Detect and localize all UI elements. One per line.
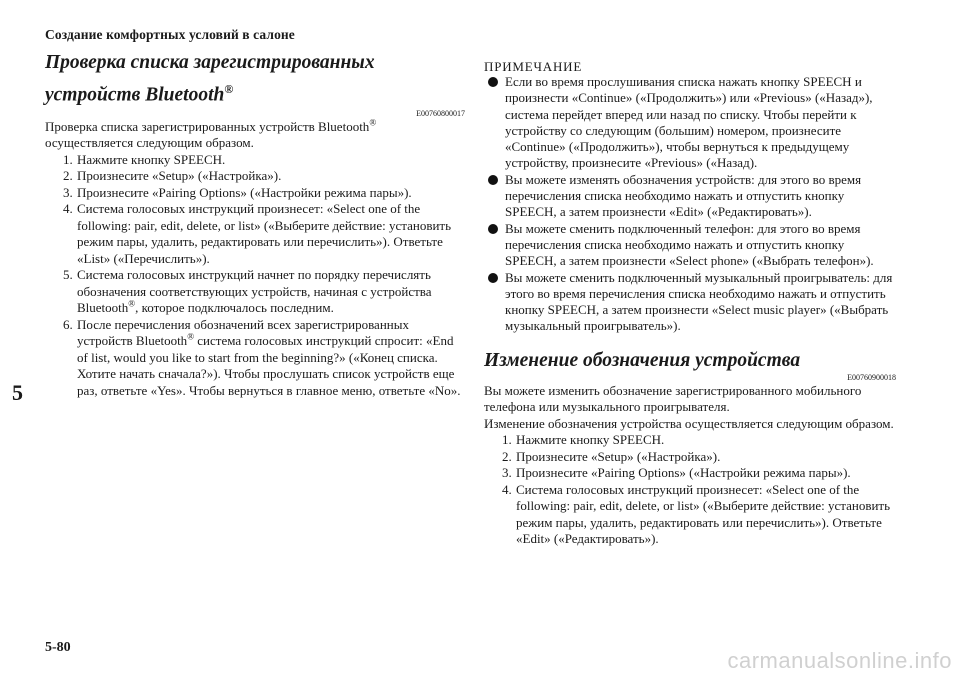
- list-item: 3. Произнесите «Pairing Options» («Настройки режима пары»).: [502, 465, 851, 481]
- list-item: Вы можете сменить подключенный телефон: для этого во время перечисления списка необходимо нажать и отпустить кнопку SPEECH, а затем произнести «Select phone» («Выбрать телефон»).: [484, 221, 896, 270]
- section-code: E00760800017: [416, 108, 465, 118]
- intro-paragraph: Изменение обозначения устройства осуществляется следующим образом.: [484, 415, 894, 431]
- steps-list: [45, 152, 465, 400]
- steps-list: [484, 432, 896, 548]
- list-item: Вы можете сменить подключенный музыкальный проигрыватель: для этого во время перечисления списка необходимо нажать и отпустить кнопку SPEECH, а затем произнести «Select music player» («Выбрать музыкальный проигрыватель»).: [484, 270, 896, 335]
- list-item: 6. После перечисления обозначений всех зарегистрированных устройств Bluetooth® система голосовых инструкций спросит: «End of list, would you like to start from the beginning?» («Конец списка. Хотите начать сначала?»). Чтобы прослушать список устройств еще раз, ответьте «Yes». Чтобы вернуться в главное меню, ответьте «No».: [63, 316, 461, 398]
- section-heading-list-check: Проверка списка зарегистрированных устройств Bluetooth®: [45, 52, 375, 106]
- section-code: E00760900018: [847, 372, 896, 382]
- bullet-icon: [488, 175, 498, 185]
- note-title: ПРИМЕЧАНИЕ: [484, 59, 583, 74]
- left-column: [45, 50, 465, 399]
- section-header: Создание комфортных условий в салоне: [45, 27, 295, 42]
- section-heading-rename: Изменение обозначения устройства: [484, 349, 801, 371]
- list-item: 5. Система голосовых инструкций начнет по порядку перечислять обозначения соответствующих устройств, начиная с устройства Bluetooth®, которое подключалось последним.: [63, 267, 432, 315]
- list-item: Вы можете изменять обозначения устройств: для этого во время перечисления списка необходимо нажать и отпустить кнопку SPEECH, а затем произнести «Edit» («Редактировать»).: [484, 172, 896, 221]
- list-item: 1. Нажмите кнопку SPEECH.: [63, 151, 226, 167]
- bullet-icon: [488, 77, 498, 87]
- list-item: 4. Система голосовых инструкций произнесет: «Select one of the following: pair, edit, delete, or list» («Выберите действие: установить режим пары, удалить, редактировать или перечислить»). Ответьте «List» («Перечислить»).: [63, 201, 452, 266]
- page-number: 5-80: [45, 640, 71, 655]
- list-item: 3. Произнесите «Pairing Options» («Настройки режима пары»).: [63, 184, 412, 200]
- intro-paragraph: Вы можете изменить обозначение зарегистрированного мобильного телефона или музыкального проигрывателя.: [484, 382, 862, 415]
- list-item: Если во время прослушивания списка нажать кнопку SPEECH и произнести «Continue» («Продолжить») или «Previous» («Назад»), система перейдет вперед или назад по списку. Чтобы перейти к устройству со следующим (большим) номером, произнесите «Continue» («Продолжить»), чтобы вернуться к предыдущему устройству, произнесите «Previous» («Назад).: [484, 74, 896, 172]
- intro-paragraph: Проверка списка зарегистрированных устройств Bluetooth® осуществляется следующим образом.: [45, 117, 377, 150]
- list-item: 2. Произнесите «Setup» («Настройка»).: [63, 168, 282, 183]
- chapter-tab: 5: [12, 380, 23, 405]
- bullet-icon: [488, 224, 498, 234]
- list-item: 2. Произнесите «Setup» («Настройка»).: [502, 448, 721, 464]
- bullet-icon: [488, 273, 498, 283]
- list-item: 1. Нажмите кнопку SPEECH.: [502, 432, 665, 448]
- watermark: carmanualsonline.info: [727, 648, 952, 673]
- notes-list: [484, 74, 896, 335]
- list-item: 4. Система голосовых инструкций произнесет: «Select one of the following: pair, edit, delete, or list» («Выберите действие: установить режим пары, удалить, редактировать или перечислить»). Ответьте «Edit» («Редактировать»).: [502, 481, 891, 547]
- right-column: [484, 60, 896, 548]
